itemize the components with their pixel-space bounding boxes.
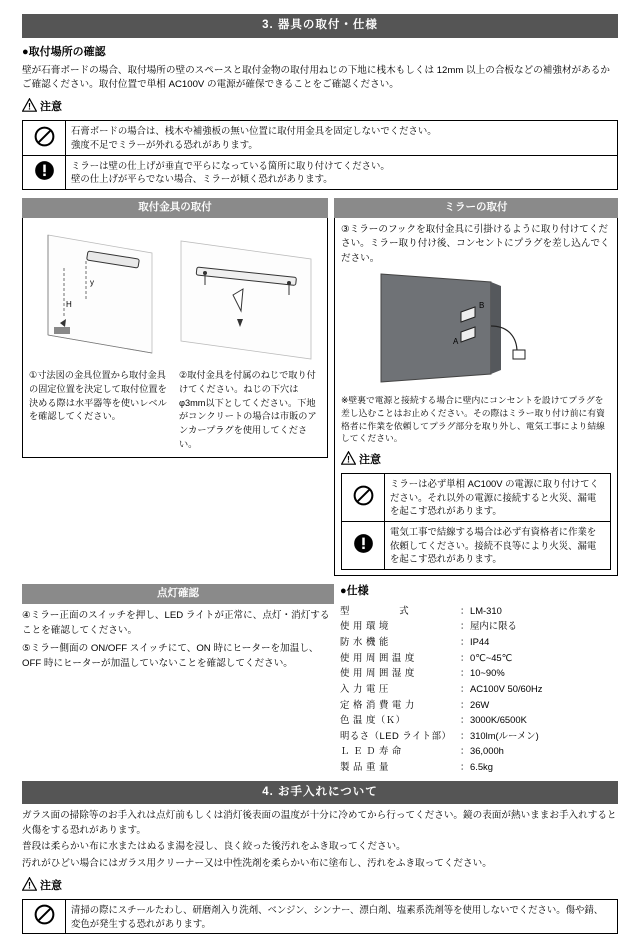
spec-title: ●仕様 [340, 584, 369, 597]
mirror-step-3: ③ミラーのフックを取付金具に引掛けるように取り付けてください。ミラー取り付け後、コンセントにプラグを差し込んでください。 [341, 224, 610, 264]
svg-text:!: ! [347, 454, 350, 465]
table-row: 型 式 ： LM-310 [340, 604, 502, 616]
install-columns [22, 198, 618, 576]
table-row [23, 155, 618, 189]
lamp-step-5: ⑤ミラー側面の ON/OFF スイッチにて、ON 時にヒーターを加温し、OFF 時にヒーターが加温していないことを確認してください。 [22, 642, 319, 669]
figure-label-a: A [453, 337, 459, 347]
exclamation-icon [342, 522, 385, 570]
lamp-check-steps [22, 604, 334, 671]
caution-text-1: 石膏ボードの場合は、桟木や補強板の無い位置に取付用金具を固定しないでください。 強度不足でミラーが外れる恐れがあります。 [66, 121, 618, 155]
table-row: 色 温 度（Ｋ） ： 3000K/6500K [340, 714, 527, 726]
table-row: 定 格 消 費 電 力 ： 26W [340, 698, 490, 710]
caution-table-3 [22, 899, 618, 934]
spec-column [340, 584, 618, 775]
mirror-install-banner: ミラーの取付 [334, 198, 618, 218]
caution-heading-1 [22, 98, 618, 118]
table-row: Ｌ Ｅ Ｄ 寿 命 ： 36,000h [340, 745, 504, 757]
caution-table-2 [341, 473, 611, 570]
caution-heading-3 [22, 877, 618, 897]
spec-table [340, 603, 618, 775]
svg-text:!: ! [28, 880, 31, 891]
table-row: 使 用 環 境 ： 屋内に限る [340, 620, 517, 632]
exclamation-icon [23, 155, 66, 189]
care-text-block [22, 809, 618, 871]
section-4-banner: 4. お手入れについて [22, 781, 618, 805]
wall-bracket-figure-1 [30, 223, 170, 363]
bracket-caption-1: ①寸法図の金具位置から取付金具の固定位置を決定して取付位置を決める際は水平器等を使いレベルを確認してください。 [29, 370, 167, 422]
bracket-install-banner: 取付金具の取付 [22, 198, 328, 218]
caution-text-5: 清掃の際にスチールたわし、研磨剤入り洗剤、ベンジン、シンナー、漂白剤、塩素系洗剤等を使用しないでください。傷や錆、変色が発生する恐れがあります。 [66, 899, 618, 933]
lamp-spec-columns [22, 584, 618, 775]
bracket-install-box [22, 218, 328, 458]
caution-text-2: ミラーは壁の仕上げが垂直で平らになっている箇所に取り付けてください。 壁の仕上げが平らでない場合、ミラーが傾く恐れがあります。 [66, 155, 618, 189]
lamp-check-banner: 点灯確認 [22, 584, 334, 604]
warning-triangle-icon [22, 98, 37, 118]
caution-label-2: 注意 [359, 454, 381, 467]
table-row: 使 用 周 囲 温 度 ： 0℃~45℃ [340, 651, 513, 663]
bracket-figures [29, 223, 321, 365]
mirror-install-column [334, 198, 618, 576]
caution-label-1: 注意 [40, 101, 62, 114]
wall-bracket-figure-2 [171, 223, 321, 363]
table-row: 製 品 重 量 ： 6.5kg [340, 761, 493, 773]
table-row: 使 用 周 囲 湿 度 ： 10~90% [340, 667, 505, 679]
table-row: 入 力 電 圧 ： AC100V 50/60Hz [340, 682, 543, 694]
prohibition-icon [23, 121, 66, 155]
caution-heading-2 [341, 451, 611, 471]
table-row: 防 水 機 能 ： IP44 [340, 636, 490, 648]
figure-label-b: B [479, 301, 485, 311]
care-paragraph-3: 汚れがひどい場合にはガラス用クリーナー又は中性洗剤を柔らかい布に塗布し、汚れをふき取ってください。 [22, 857, 492, 869]
table-row [23, 121, 618, 155]
table-row [342, 474, 611, 522]
caution-text-3: ミラーは必ず単相 AC100V の電源に取り付けてください。それ以外の電源に接続すると火災、漏電を起こす恐れがあります。 [385, 474, 611, 522]
install-location-heading: ●取付場所の確認 [22, 45, 106, 58]
figure-label-y: y [89, 278, 94, 288]
caution-table-1 [22, 120, 618, 190]
install-location-text: 壁が石膏ボードの場合、取付場所の壁のスペースと取付金物の取付用ねじの下地に桟木もしくは 12mm 以上の合板などの補強材があるかご確認ください。取付位置で単相 AC100V の電源が確保できることをご確認ください。 [22, 64, 610, 90]
bracket-caption-2: ②取付金具を付属のねじで取り付けてください。ねじの下穴はφ3mm以下としてください。下地がコンクリートの場合は市販のアンカープラグを使用してください。 [179, 370, 317, 450]
mirror-figure [341, 270, 611, 390]
bracket-captions [29, 369, 321, 452]
care-paragraph-2: 普段は柔らかい布に水またはぬるま湯を浸し、良く絞った後汚れをふき取ってください。 [22, 841, 406, 853]
caution-text-4: 電気工事で結線する場合は必ず有資格者に作業を依頼してください。接続不良等により火災、漏電を起こす恐れがあります。 [385, 522, 611, 570]
mirror-install-box [334, 218, 618, 576]
mirror-note: ※壁裏で電源と接続する場合に壁内にコンセントを設けてプラグを差し込むことはお止めください。その際はミラー取り付け前に有資格者に作業を依頼してプラグ部分を取り外し、電気工事により結線してください。 [341, 395, 605, 444]
section-3-banner: 3. 器具の取付・仕様 [22, 14, 618, 38]
warning-triangle-icon [341, 451, 356, 471]
svg-text:!: ! [28, 101, 31, 112]
warning-triangle-icon [22, 877, 37, 897]
bracket-install-column [22, 198, 328, 576]
prohibition-icon [23, 899, 66, 933]
table-row [342, 522, 611, 570]
prohibition-icon [342, 474, 385, 522]
table-row [23, 899, 618, 933]
table-row: 明るさ（LED ライト部） ： 310lm(ルーメン) [340, 729, 539, 741]
care-paragraph-1: ガラス面の掃除等のお手入れは点灯前もしくは消灯後表面の温度が十分に冷めてから行ってください。鏡の表面が熱いままお手入れすると火傷をする恐れがあります。 [22, 810, 617, 836]
lamp-step-4: ④ミラー正面のスイッチを押し、LED ライトが正常に、点灯・消灯することを確認してください。 [22, 610, 330, 636]
figure-label-h: H [65, 300, 72, 310]
lamp-check-column [22, 584, 334, 775]
caution-label-3: 注意 [40, 879, 62, 892]
